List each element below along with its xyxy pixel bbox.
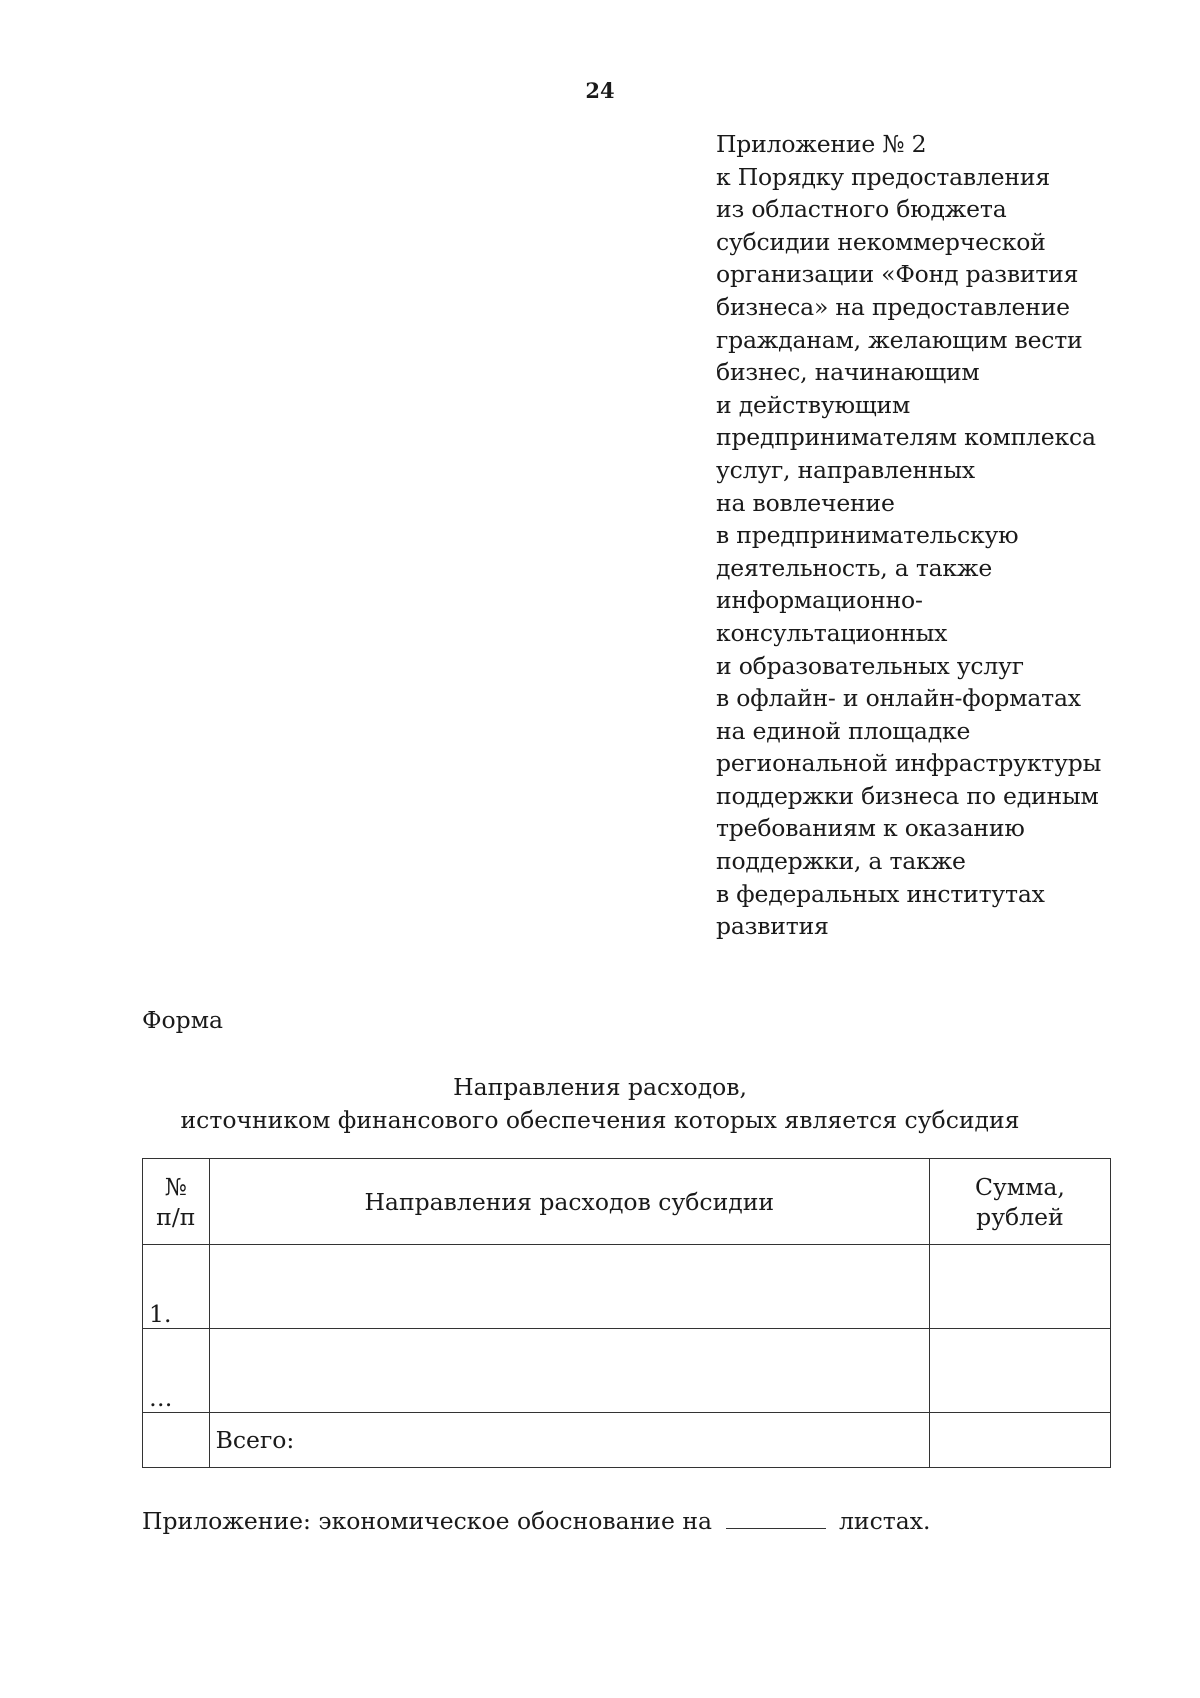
appendix-reference [716, 128, 1186, 943]
row-direction [209, 1245, 929, 1329]
appendix-line: и образовательных услуг [716, 651, 1024, 680]
appendix-line: поддержки, а также [716, 847, 966, 876]
appendix-line: в предпринимательскую [716, 521, 1019, 550]
table-title-line-1: Направления расходов, [453, 1073, 747, 1101]
table-row [143, 1245, 1111, 1329]
appendix-line: деятельность, а также [716, 553, 993, 582]
expenses-table [142, 1158, 1111, 1468]
table-title [0, 1071, 1200, 1137]
appendix-line: Приложение № 2 [716, 130, 927, 158]
appendix-line: консультационных [716, 618, 948, 647]
header-number [143, 1159, 210, 1245]
sheets-count-blank [726, 1527, 826, 1529]
appendix-line: в офлайн- и онлайн-форматах [716, 684, 1081, 713]
total-sum [929, 1413, 1110, 1468]
footer-suffix: листах. [839, 1507, 931, 1535]
appendix-line: бизнеса» на предоставление [716, 292, 1070, 321]
footer-note [142, 1507, 931, 1535]
appendix-line: и действующим [716, 390, 911, 419]
appendix-line: из областного бюджета [716, 195, 1007, 224]
appendix-line: региональной инфраструктуры [716, 749, 1102, 778]
total-label: Всего: [209, 1413, 929, 1468]
header-number-abbrev: п/п [156, 1202, 196, 1231]
header-number-symbol: № [164, 1172, 187, 1201]
form-label: Форма [142, 1006, 223, 1034]
row-sum [929, 1245, 1110, 1329]
appendix-line: в федеральных институтах [716, 879, 1045, 908]
appendix-line: к Порядку предоставления [716, 162, 1050, 191]
appendix-line: гражданам, желающим вести [716, 325, 1083, 354]
appendix-line: субсидии некоммерческой [716, 227, 1046, 256]
table-total-row [143, 1413, 1111, 1468]
header-sum-line-1: Сумма, [975, 1172, 1065, 1201]
total-number-cell [143, 1413, 210, 1468]
header-sum [929, 1159, 1110, 1245]
header-sum-line-2: рублей [976, 1202, 1064, 1231]
footer-prefix: Приложение: экономическое обоснование на [142, 1507, 713, 1535]
appendix-line: на вовлечение [716, 488, 895, 517]
table-header-row [143, 1159, 1111, 1245]
appendix-line: развития [716, 912, 829, 941]
appendix-line: требованиям к оказанию [716, 814, 1025, 843]
appendix-line: бизнес, начинающим [716, 358, 980, 387]
row-sum [929, 1329, 1110, 1413]
appendix-line: информационно- [716, 586, 923, 615]
table-title-line-2: источником финансового обеспечения которых является субсидия [180, 1106, 1020, 1134]
appendix-line: организации «Фонд развития [716, 260, 1079, 289]
table-row [143, 1329, 1111, 1413]
appendix-line: на единой площадке [716, 716, 971, 745]
row-number: 1. [143, 1245, 210, 1329]
row-number: … [143, 1329, 210, 1413]
row-direction [209, 1329, 929, 1413]
appendix-line: поддержки бизнеса по единым [716, 781, 1099, 810]
appendix-line: предпринимателям комплекса [716, 423, 1096, 452]
header-direction: Направления расходов субсидии [209, 1159, 929, 1245]
appendix-line: услуг, направленных [716, 455, 975, 484]
page-number: 24 [585, 78, 615, 103]
